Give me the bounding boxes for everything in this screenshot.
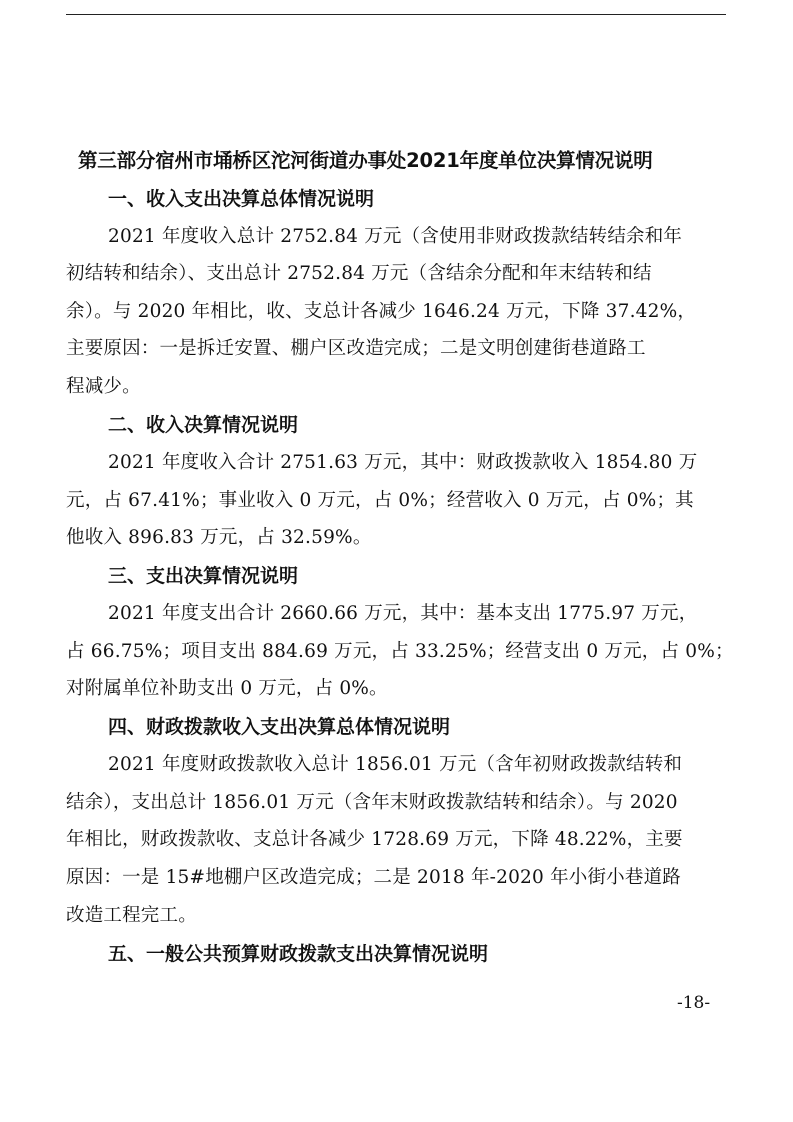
section-heading-4: 四、财政拨款收入支出决算总体情况说明: [108, 716, 451, 738]
paragraph-line: 2021 年度收入合计 2751.63 万元，其中：财政拨款收入 1854.80 万: [108, 452, 698, 473]
paragraph-line: 2021 年度收入总计 2752.84 万元（含使用非财政拨款结转结余和年: [108, 226, 683, 247]
page-number: -18-: [677, 993, 711, 1013]
paragraph-line: 原因：一是 15#地棚户区改造完成；二是 2018 年-2020 年小街小巷道路: [66, 867, 681, 888]
paragraph-line: 元，占 67.41%；事业收入 0 万元，占 0%；经营收入 0 万元，占 0%；其: [66, 490, 694, 511]
paragraph-line: 结余），支出总计 1856.01 万元（含年末财政拨款结转和结余）。与 2020: [66, 792, 678, 813]
paragraph-line: 对附属单位补助支出 0 万元，占 0%。: [66, 678, 388, 699]
section-heading-5: 五、一般公共预算财政拨款支出决算情况说明: [108, 943, 489, 965]
paragraph-line: 年相比，财政拨款收、支总计各减少 1728.69 万元，下降 48.22%，主要: [66, 829, 683, 850]
paragraph-line: 程减少。: [66, 376, 141, 397]
paragraph-line: 改造工程完工。: [66, 905, 197, 926]
section-heading-2: 二、收入决算情况说明: [108, 414, 299, 436]
section-heading-1: 一、收入支出决算总体情况说明: [108, 188, 375, 210]
paragraph-line: 余）。与 2020 年相比，收、支总计各减少 1646.24 万元，下降 37.42%，: [66, 301, 697, 322]
header-rule: [66, 14, 726, 15]
paragraph-line: 占 66.75%；项目支出 884.69 万元，占 33.25%；经营支出 0 万元，占 0%；: [66, 641, 734, 662]
paragraph-line: 他收入 896.83 万元，占 32.59%。: [66, 527, 372, 548]
paragraph-line: 初结转和结余）、支出总计 2752.84 万元（含结余分配和年末结转和结: [66, 263, 652, 284]
paragraph-line: 2021 年度支出合计 2660.66 万元，其中：基本支出 1775.97 万元，: [108, 603, 698, 624]
paragraph-line: 2021 年度财政拨款收入总计 1856.01 万元（含年初财政拨款结转和: [108, 754, 683, 775]
document-title: 第三部分宿州市埇桥区沱河街道办事处2021年度单位决算情况说明: [78, 149, 653, 172]
section-heading-3: 三、支出决算情况说明: [108, 565, 299, 587]
paragraph-line: 主要原因：一是拆迁安置、棚户区改造完成；二是文明创建街巷道路工: [66, 338, 646, 359]
